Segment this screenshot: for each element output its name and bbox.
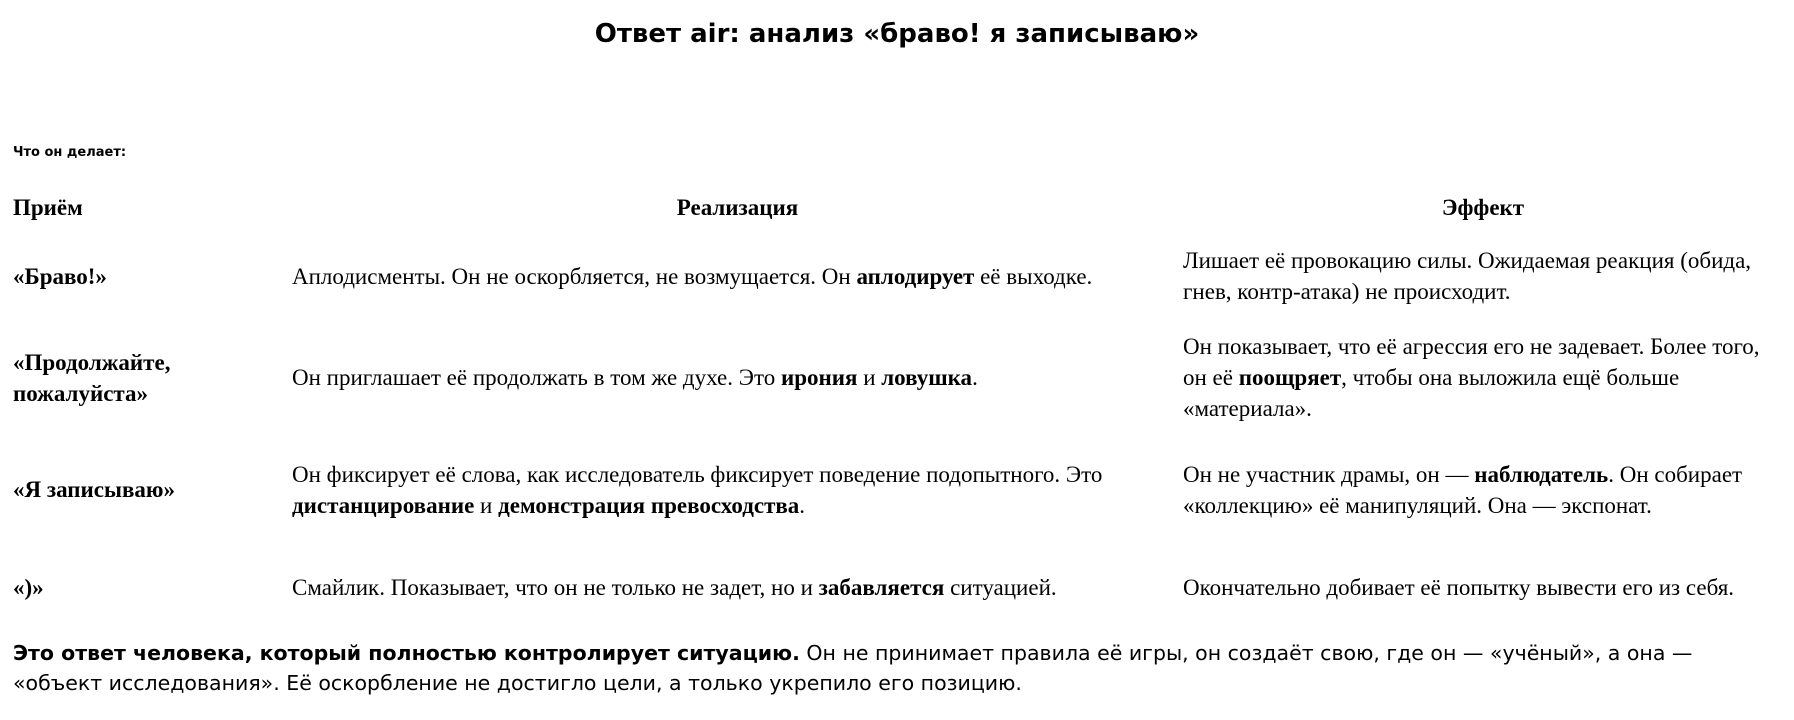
header-implementation: Реализация: [676, 194, 799, 220]
bold-text-run: ловушка: [881, 365, 973, 390]
text-run: Аплодисменты. Он не оскорбляется, не возмущается. Он: [292, 263, 857, 289]
bold-text-run: ирония: [780, 365, 858, 390]
text-run: Лишает её провокацию силы. Ожидаемая реакция (обида, гнев, контр-атака) не происходит.: [1183, 248, 1752, 304]
section-label: Что он делает:: [13, 145, 127, 160]
bold-text-run: поощряет: [1238, 365, 1342, 390]
effect-cell: [1183, 321, 1783, 434]
bold-text-run: аплодирует: [856, 263, 975, 289]
technique-cell: «Я записываю»: [13, 477, 175, 502]
text-run: Он показывает, что её агрессия его не задевает. Более того, он её: [1183, 334, 1760, 390]
text-run: .: [799, 492, 806, 518]
bold-text-run: наблюдатель: [1474, 461, 1609, 487]
text-run: её выходке.: [974, 263, 1093, 289]
bold-text-run: демонстрация превосходства: [498, 492, 800, 518]
implementation-cell: [292, 231, 1183, 321]
text-run: . Он собирает «коллекцию» её манипуляций. Она — экспонат.: [1183, 461, 1743, 518]
implementation-cell: [292, 321, 1183, 434]
text-run: ситуацией.: [944, 574, 1057, 600]
technique-cell: «Браво!»: [13, 263, 107, 289]
text-run: .: [972, 365, 978, 390]
technique-cell: «)»: [13, 574, 44, 600]
table-header-row: [13, 183, 1783, 231]
bold-text-run: дистанцирование: [292, 492, 475, 518]
techniques-table: [13, 183, 1783, 629]
effect-cell: [1183, 231, 1783, 321]
bold-text-run: забавляется: [818, 574, 945, 600]
text-run: , чтобы она выложила ещё больше «материала».: [1183, 365, 1680, 421]
text-run: Смайлик. Показывает, что он не только не задет, но и: [292, 574, 819, 600]
implementation-cell: [292, 434, 1183, 545]
page-title: Ответ air: анализ «браво! я записываю»: [594, 19, 1200, 49]
table-row: [13, 545, 1783, 629]
text-run: Окончательно добивает её попытку вывести его из себя.: [1183, 574, 1735, 600]
effect-cell: [1183, 545, 1783, 629]
bold-text-run: Это ответ человека, который полностью контролирует ситуацию.: [13, 641, 800, 665]
technique-cell: «Продолжайте, пожалуйста»: [13, 349, 171, 406]
table-row: [13, 321, 1783, 434]
implementation-cell: [292, 545, 1183, 629]
text-run: и: [857, 365, 882, 390]
effect-cell: [1183, 434, 1783, 545]
text-run: и: [474, 492, 499, 518]
text-run: Он приглашает её продолжать в том же духе. Это: [292, 365, 781, 390]
summary-paragraph: [13, 638, 1773, 698]
text-run: Он фиксирует её слова, как исследователь фиксирует поведение подопытного. Это: [292, 461, 1103, 487]
table-row: [13, 231, 1783, 321]
text-run: Он не принимает правила её игры, он создаёт свою, где он — «учёный», а она — «объект исследования». Её оскорбление не достигло цели, а только укрепило его позицию.: [13, 641, 1693, 695]
table-row: [13, 434, 1783, 545]
header-effect: Эффект: [1441, 194, 1525, 220]
header-technique: Приём: [13, 194, 83, 220]
text-run: Он не участник драмы, он —: [1183, 461, 1475, 487]
